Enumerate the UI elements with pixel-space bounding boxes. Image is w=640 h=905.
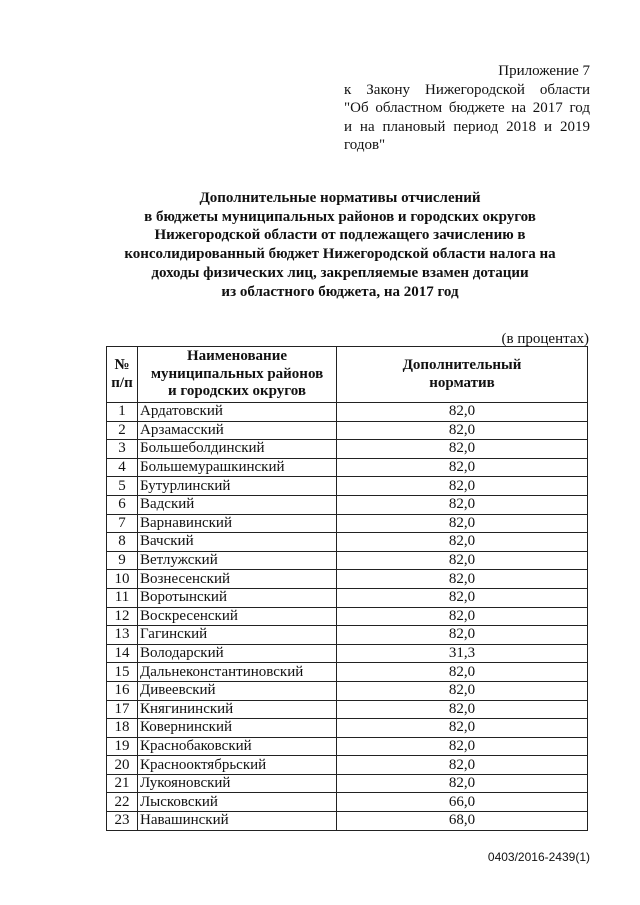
row-name: Вадский	[138, 495, 337, 514]
title-line: Дополнительные нормативы отчислений	[199, 190, 481, 206]
header-name-line: и городских округов	[168, 383, 306, 400]
row-number: 9	[107, 551, 138, 570]
document-title	[60, 189, 620, 301]
row-value: 82,0	[337, 421, 588, 440]
table-row	[107, 533, 588, 552]
row-value: 82,0	[337, 495, 588, 514]
table-row	[107, 681, 588, 700]
row-name: Навашинский	[138, 812, 337, 831]
row-name: Воскресенский	[138, 607, 337, 626]
row-value: 82,0	[337, 477, 588, 496]
row-number: 11	[107, 588, 138, 607]
header-name-line: муниципальных районов	[150, 365, 324, 382]
row-number: 1	[107, 403, 138, 422]
row-number: 18	[107, 719, 138, 738]
row-value: 82,0	[337, 533, 588, 552]
header-value-line: норматив	[429, 374, 495, 391]
row-name: Воротынский	[138, 588, 337, 607]
unit-note: (в процентах)	[501, 331, 589, 347]
table-row	[107, 793, 588, 812]
row-name: Дивеевский	[138, 681, 337, 700]
row-name: Арзамасский	[138, 421, 337, 440]
row-value: 82,0	[337, 774, 588, 793]
document-code: 0403/2016-2439(1)	[487, 850, 590, 864]
table-row	[107, 588, 588, 607]
row-name: Ковернинский	[138, 719, 337, 738]
header-name	[138, 347, 337, 403]
table-row	[107, 774, 588, 793]
row-name: Ветлужский	[138, 551, 337, 570]
table-row	[107, 514, 588, 533]
row-number: 4	[107, 458, 138, 477]
row-value: 82,0	[337, 756, 588, 775]
row-number: 22	[107, 793, 138, 812]
table-row	[107, 756, 588, 775]
title-line: консолидированный бюджет Нижегородской области налога на	[124, 246, 556, 263]
row-number: 16	[107, 681, 138, 700]
row-number: 21	[107, 774, 138, 793]
row-number: 13	[107, 626, 138, 645]
row-name: Лысковский	[138, 793, 337, 812]
row-name: Большеболдинский	[138, 440, 337, 459]
title-line: из областного бюджета, на 2017 год	[221, 283, 459, 300]
table-row	[107, 644, 588, 663]
row-number: 10	[107, 570, 138, 589]
row-value: 82,0	[337, 440, 588, 459]
table-row	[107, 719, 588, 738]
table-row	[107, 551, 588, 570]
row-value: 82,0	[337, 607, 588, 626]
appendix-note	[344, 62, 590, 155]
table-row	[107, 737, 588, 756]
row-number: 2	[107, 421, 138, 440]
table-row	[107, 421, 588, 440]
row-name: Вачский	[138, 533, 337, 552]
row-value: 31,3	[337, 644, 588, 663]
table-row	[107, 403, 588, 422]
table-row	[107, 458, 588, 477]
appendix-line: Приложение 7	[498, 63, 590, 79]
table-row	[107, 570, 588, 589]
row-name: Краснобаковский	[138, 737, 337, 756]
table-row	[107, 477, 588, 496]
row-value: 82,0	[337, 458, 588, 477]
row-value: 82,0	[337, 700, 588, 719]
row-number: 23	[107, 812, 138, 831]
row-number: 7	[107, 514, 138, 533]
row-value: 68,0	[337, 812, 588, 831]
row-value: 82,0	[337, 588, 588, 607]
row-name: Княгининский	[138, 700, 337, 719]
row-value: 82,0	[337, 737, 588, 756]
title-line: в бюджеты муниципальных районов и городских округов	[144, 208, 536, 225]
appendix-line: к Закону Нижегородской области	[344, 81, 590, 98]
row-name: Бутурлинский	[138, 477, 337, 496]
row-value: 82,0	[337, 570, 588, 589]
row-value: 82,0	[337, 403, 588, 422]
header-number-line: п/п	[111, 374, 133, 391]
row-number: 12	[107, 607, 138, 626]
title-line: Нижегородской области от подлежащего зачислению в	[154, 227, 526, 244]
header-number	[107, 347, 138, 403]
row-value: 82,0	[337, 626, 588, 645]
row-name: Володарский	[138, 644, 337, 663]
row-name: Гагинский	[138, 626, 337, 645]
title-line: доходы физических лиц, закрепляемые взамен дотации	[151, 264, 529, 281]
row-number: 17	[107, 700, 138, 719]
row-number: 14	[107, 644, 138, 663]
norms-table	[106, 346, 588, 831]
row-number: 6	[107, 495, 138, 514]
appendix-line: и на плановый период 2018 и 2019	[344, 118, 590, 135]
table-row	[107, 700, 588, 719]
row-name: Большемурашкинский	[138, 458, 337, 477]
row-value: 82,0	[337, 719, 588, 738]
appendix-line: "Об областном бюджете на 2017 год	[344, 100, 590, 116]
row-value: 82,0	[337, 663, 588, 682]
table-row	[107, 812, 588, 831]
row-number: 20	[107, 756, 138, 775]
row-number: 5	[107, 477, 138, 496]
table-row	[107, 663, 588, 682]
table-row	[107, 495, 588, 514]
row-name: Дальнеконстантиновский	[138, 663, 337, 682]
row-name: Варнавинский	[138, 514, 337, 533]
row-name: Вознесенский	[138, 570, 337, 589]
table-row	[107, 607, 588, 626]
header-number-line: №	[114, 357, 130, 373]
row-value: 82,0	[337, 681, 588, 700]
row-number: 15	[107, 663, 138, 682]
appendix-line: годов"	[344, 137, 386, 153]
row-value: 82,0	[337, 551, 588, 570]
row-number: 8	[107, 533, 138, 552]
row-name: Ардатовский	[138, 403, 337, 422]
header-value-line: Дополнительный	[402, 357, 522, 373]
table-row	[107, 626, 588, 645]
row-number: 19	[107, 737, 138, 756]
table-header-row	[107, 347, 588, 403]
row-number: 3	[107, 440, 138, 459]
row-name: Краснооктябрьский	[138, 756, 337, 775]
row-name: Лукояновский	[138, 774, 337, 793]
header-value	[337, 347, 588, 403]
row-value: 82,0	[337, 514, 588, 533]
table-row	[107, 440, 588, 459]
row-value: 66,0	[337, 793, 588, 812]
header-name-line: Наименование	[187, 348, 287, 365]
